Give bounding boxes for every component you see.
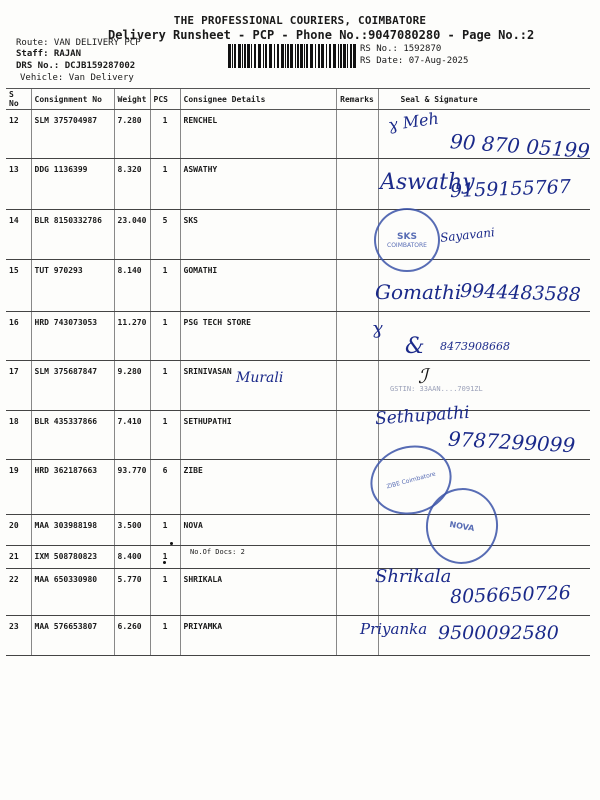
barcode-bar (263, 44, 264, 68)
zibe-stamp-text: ZIBE Coimbatore (385, 470, 437, 490)
table-row (6, 515, 590, 546)
sks-stamp-city: COIMBATORE (387, 241, 427, 249)
cell-cno: SLM 375687847 (31, 361, 114, 411)
cell-remarks (336, 110, 378, 159)
cell-weight: 6.260 (114, 616, 150, 656)
phone-row-12: 90 870 05199 (449, 129, 591, 163)
cell-pcs: 1 (150, 110, 180, 159)
barcode-bar (333, 44, 336, 68)
vehicle-label: Vehicle: Van Delivery (20, 73, 134, 83)
cell-cno: HRD 362187663 (31, 460, 114, 515)
col-consignee: Consignee Details (180, 89, 336, 110)
barcode-bar (338, 44, 339, 68)
cell-consignee: ASWATHY (180, 159, 336, 210)
cell-weight: 8.140 (114, 260, 150, 312)
cell-pcs: 1 (150, 515, 180, 546)
no-of-docs-note: No.Of Docs: 2 (190, 548, 245, 556)
cell-pcs: 1 (150, 312, 180, 361)
cell-cno: HRD 743073053 (31, 312, 114, 361)
barcode-bar (244, 44, 246, 68)
cell-weight: 5.770 (114, 569, 150, 616)
signature-row-12: ɣ Meh (386, 108, 440, 135)
table-row (6, 210, 590, 260)
col-pcs: PCS (150, 89, 180, 110)
phone-row-23: 9500092580 (438, 622, 559, 644)
cell-cno: IXM 508780823 (31, 546, 114, 569)
cell-sno: 22 (6, 569, 31, 616)
cell-sno: 17 (6, 361, 31, 411)
faint-gstin-text: GSTIN: 33AAN....7091ZL (390, 385, 483, 393)
barcode-bar (300, 44, 303, 68)
cell-remarks (336, 411, 378, 460)
cell-consignee: RENCHEL (180, 110, 336, 159)
barcode-bar (340, 44, 342, 68)
cell-pcs: 1 (150, 616, 180, 656)
sks-stamp-text: SKS (397, 231, 417, 242)
cell-sno: 20 (6, 515, 31, 546)
cell-consignee: SHRIKALA (180, 569, 336, 616)
barcode-bar (285, 44, 286, 68)
barcode-bar (254, 44, 256, 68)
signature-row-14: Sayavani (439, 225, 496, 245)
cell-cno: TUT 970293 (31, 260, 114, 312)
barcode-bar (232, 44, 233, 68)
sks-seal-stamp (374, 208, 440, 272)
cell-weight: 23.040 (114, 210, 150, 260)
cell-cno: MAA 303988198 (31, 515, 114, 546)
barcode-bar (238, 44, 241, 68)
cell-consignee: SKS (180, 210, 336, 260)
cell-consignee: GOMATHI (180, 260, 336, 312)
cell-sno: 14 (6, 210, 31, 260)
barcode-bar (274, 44, 275, 68)
barcode-bar (290, 44, 293, 68)
mark-dot (163, 561, 166, 564)
cell-sno: 13 (6, 159, 31, 210)
cell-consignee: NOVA (180, 515, 336, 546)
barcode-bar (295, 44, 296, 68)
cell-cno: SLM 375704987 (31, 110, 114, 159)
cell-sno: 18 (6, 411, 31, 460)
cell-sno: 23 (6, 616, 31, 656)
cell-weight: 8.400 (114, 546, 150, 569)
col-seal: Seal & Signature (378, 89, 590, 110)
phone-row-15: 9944483588 (459, 279, 582, 307)
signature-row-18: Sethupathi (374, 402, 471, 430)
cell-cno: MAA 576653807 (31, 616, 114, 656)
table-row (6, 312, 590, 361)
col-consignment: Consignment No (31, 89, 114, 110)
signature-row-13: Aswathy (380, 170, 475, 195)
cell-pcs: 1 (150, 361, 180, 411)
route-label: Route: VAN DELIVERY PCP (16, 38, 141, 48)
cell-remarks (336, 210, 378, 260)
cell-consignee: ZIBE (180, 460, 336, 515)
cell-pcs: 1 (150, 546, 180, 569)
cell-sno: 19 (6, 460, 31, 515)
phone-row-18: 9787299099 (447, 426, 576, 458)
cell-weight: 8.320 (114, 159, 150, 210)
cell-pcs: 6 (150, 460, 180, 515)
barcode-bar (321, 44, 324, 68)
barcode-bar (326, 44, 327, 68)
barcode-bar (318, 44, 320, 68)
cell-cno: BLR 8150332786 (31, 210, 114, 260)
cell-cno: BLR 435337866 (31, 411, 114, 460)
barcode-bar (306, 44, 308, 68)
barcode-bar (310, 44, 313, 68)
phone-row-16: 8473908668 (440, 340, 510, 353)
cell-sno: 16 (6, 312, 31, 361)
signature-row-22: Shrikala (375, 566, 452, 587)
table-row (6, 546, 590, 569)
company-title: THE PROFESSIONAL COURIERS, COIMBATORE (173, 14, 427, 27)
cell-sno: 15 (6, 260, 31, 312)
cell-remarks (336, 569, 378, 616)
cell-weight: 93.770 (114, 460, 150, 515)
cell-consignee: SRINIVASAN (180, 361, 336, 411)
barcode-bar (353, 44, 356, 68)
table-row (6, 460, 590, 515)
barcode-bar (343, 44, 346, 68)
barcode-bar (265, 44, 267, 68)
barcode-bar (297, 44, 299, 68)
mark-dot (170, 542, 173, 545)
signature-row-15: Gomathi (375, 280, 462, 304)
barcode-bar (228, 44, 231, 68)
col-weight: Weight (114, 89, 150, 110)
cell-remarks (336, 260, 378, 312)
cell-pcs: 1 (150, 260, 180, 312)
cell-remarks (336, 361, 378, 411)
cell-weight: 3.500 (114, 515, 150, 546)
cell-weight: 11.270 (114, 312, 150, 361)
signature-row-23: Priyanka (360, 620, 428, 638)
rs-date: RS Date: 07-Aug-2025 (360, 56, 469, 66)
table-row (6, 361, 590, 411)
phone-row-13: 9159155767 (449, 175, 572, 203)
cell-pcs: 1 (150, 569, 180, 616)
barcode-bar (315, 44, 316, 68)
barcode-bar (247, 44, 250, 68)
barcode-bar (269, 44, 272, 68)
rs-number: RS No.: 1592870 (360, 44, 442, 54)
cell-pcs: 5 (150, 210, 180, 260)
table-header-row (6, 89, 590, 110)
signature-row-16: ɣ (372, 318, 383, 339)
cell-consignee: SETHUPATHI (180, 411, 336, 460)
runsheet-subtitle: Delivery Runsheet - PCP - Phone No.:9047080280 - Page No.:2 (108, 28, 535, 42)
barcode-bar (287, 44, 289, 68)
barcode (228, 44, 356, 68)
cell-cno: MAA 650330980 (31, 569, 114, 616)
barcode-bar (258, 44, 261, 68)
signature-row-17: ℐ (418, 364, 428, 388)
cell-remarks (336, 515, 378, 546)
cell-pcs: 1 (150, 411, 180, 460)
barcode-bar (350, 44, 352, 68)
barcode-bar (251, 44, 252, 68)
cell-sno: 12 (6, 110, 31, 159)
cell-pcs: 1 (150, 159, 180, 210)
cell-cno: DDG 1136399 (31, 159, 114, 210)
cell-remarks (336, 546, 378, 569)
cell-remarks (336, 159, 378, 210)
drs-number: DRS No.: DCJB159287002 (16, 61, 136, 71)
runsheet-table (6, 88, 590, 656)
barcode-bar (347, 44, 348, 68)
cell-sno: 21 (6, 546, 31, 569)
cell-weight: 9.280 (114, 361, 150, 411)
col-sno: S No (6, 89, 31, 110)
staff-label: Staff: RAJAN (16, 49, 82, 59)
nova-stamp-text: NOVA (448, 519, 476, 533)
cell-consignee: PRIYAMKA (180, 616, 336, 656)
barcode-bar (281, 44, 284, 68)
barcode-bar (277, 44, 279, 68)
col-remarks: Remarks (336, 89, 378, 110)
barcode-bar (242, 44, 243, 68)
phone-row-22: 8056650726 (449, 581, 572, 609)
barcode-bar (304, 44, 305, 68)
remark-row-17: Murali (236, 370, 284, 386)
signature-row-16b: & (405, 334, 425, 359)
cell-weight: 7.280 (114, 110, 150, 159)
barcode-bar (329, 44, 331, 68)
cell-consignee: PSG TECH STORE (180, 312, 336, 361)
cell-weight: 7.410 (114, 411, 150, 460)
barcode-bar (234, 44, 236, 68)
